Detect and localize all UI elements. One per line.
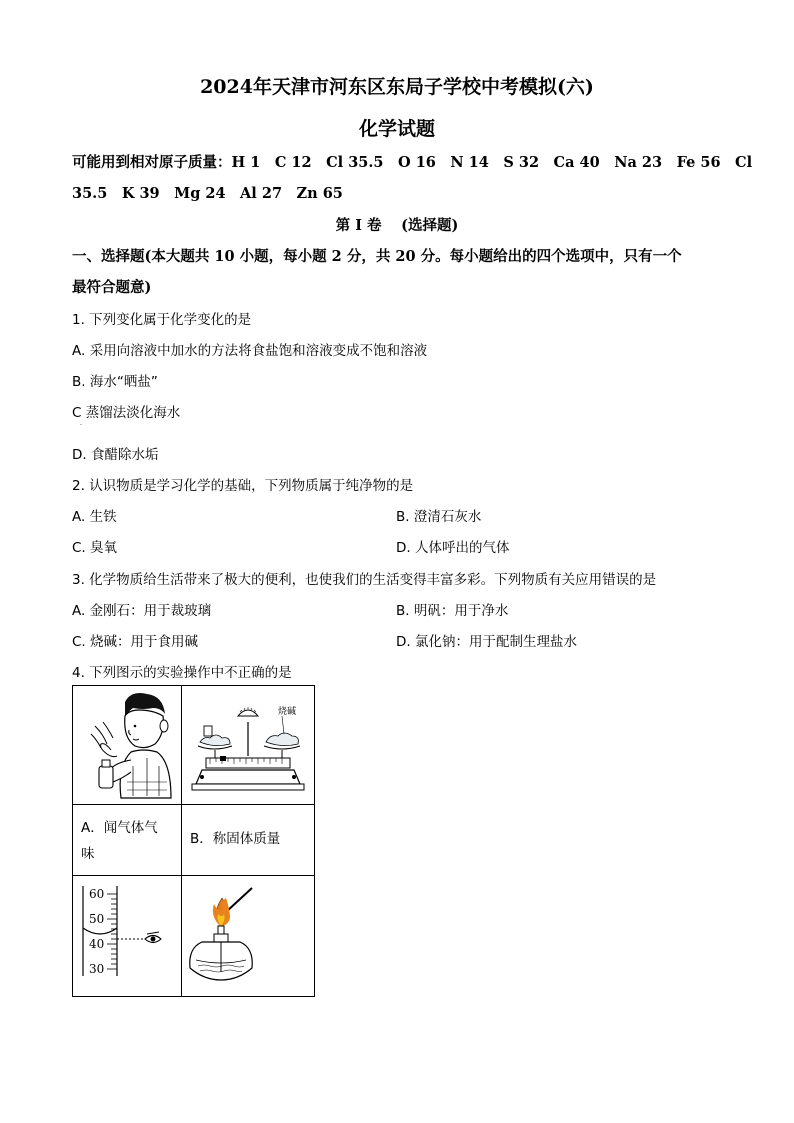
figure-light-lamp	[182, 876, 315, 997]
atomic-mass-line-2: 35.5 K 39 Mg 24 Al 27 Zn 65	[72, 185, 343, 202]
tick-30: 30	[89, 962, 105, 976]
figure-smell-gas	[73, 686, 182, 805]
tick-40: 40	[89, 937, 105, 951]
question-1-option-c: C 蒸馏法淡化海水	[72, 405, 181, 421]
tick-60: 60	[89, 887, 105, 901]
balance-scale-icon	[182, 686, 314, 800]
label-cell-b	[182, 805, 315, 876]
question-1-option-a: A. 采用向溶液中加水的方法将食盐饱和溶液变成不饱和溶液	[72, 343, 428, 359]
question-3-option-a: A. 金刚石：用于裁玻璃	[72, 603, 212, 619]
question-1-option-d: D. 食醋除水垢	[72, 447, 159, 463]
alcohol-lamp-icon	[182, 876, 314, 992]
child-smelling-bottle-icon	[73, 686, 181, 800]
question-1-option-b: B. 海水“晒盐”	[72, 374, 158, 390]
question-4-stem: 4. 下列图示的实验操作中不正确的是	[72, 665, 292, 681]
figure-weigh-solid	[182, 686, 315, 805]
question-2-option-c: C. 臭氧	[72, 540, 118, 556]
question-3-stem: 3. 化学物质给生活带来了极大的便利，也使我们的生活变得丰富多彩。下列物质有关应用错误的是	[72, 572, 657, 588]
caustic-soda-label: 烧碱	[278, 707, 297, 717]
graduated-cylinder-icon	[73, 876, 181, 992]
question-3-option-d: D. 氯化钠：用于配制生理盐水	[396, 634, 577, 650]
tick-50: 50	[89, 912, 105, 926]
part1-instructions-line-1: 一、选择题(本大题共 10 小题，每小题 2 分，共 20 分。每小题给出的四个选项中，只有一个	[72, 248, 682, 265]
section-title: 第 I 卷 (选择题)	[335, 217, 459, 234]
question-2-option-d: D. 人体呼出的气体	[396, 540, 510, 556]
figure-read-cylinder	[73, 876, 182, 997]
label-cell-a	[73, 805, 182, 876]
atomic-mass-line-1: 可能用到相对原子质量：H 1 C 12 Cl 35.5 O 16 N 14 S 32 Ca 40 Na 23 Fe 56 Cl	[72, 154, 753, 171]
stray-dot: ·	[80, 422, 82, 429]
question-2-stem: 2. 认识物质是学习化学的基础，下列物质属于纯净物的是	[72, 478, 414, 494]
option-a-label: A．闻气体气	[81, 820, 158, 836]
question-1-stem: 1. 下列变化属于化学变化的是	[72, 312, 252, 328]
option-b-label: B．称固体质量	[190, 831, 281, 847]
question-3-option-b: B. 明矾：用于净水	[396, 603, 509, 619]
exam-subtitle: 化学试题	[358, 118, 435, 140]
question-2-option-a: A. 生铁	[72, 509, 117, 525]
option-a-label-cont: 味	[81, 846, 95, 862]
question-2-option-b: B. 澄清石灰水	[396, 509, 482, 525]
question-4-figure-table	[72, 685, 315, 997]
part1-instructions-line-2: 最符合题意)	[72, 279, 152, 296]
question-3-option-c: C. 烧碱：用于食用碱	[72, 634, 199, 650]
exam-title: 2024年天津市河东区东局子学校中考模拟(六)	[200, 76, 594, 98]
